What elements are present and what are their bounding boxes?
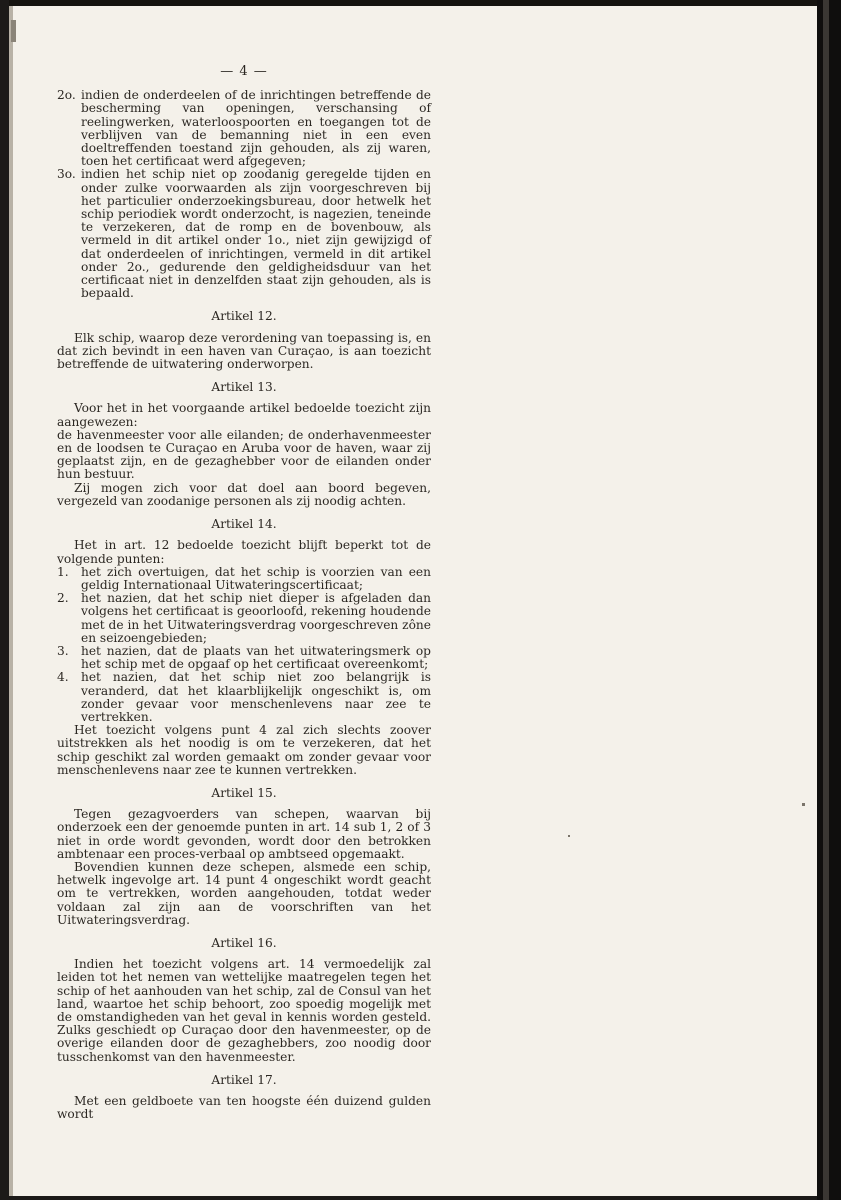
article-17-paragraph: Met een geldboete van ten hoogste één duizend gulden wordt	[57, 1094, 431, 1122]
article-13-heading: Artikel 13.	[211, 380, 277, 395]
article-15-paragraph: Bovendien kunnen deze schepen, alsmede een schip, hetwelk ingevolge art. 14 punt 4 ongeschikt wordt geacht om te vertrekken, worden aangehouden, totdat weder voldaan zal zijn aan de voorschriften van het Uitwateringsverdrag.	[57, 859, 431, 927]
page-speck	[802, 803, 805, 806]
item-number: 3o.	[57, 167, 76, 182]
article-15-heading: Artikel 15.	[211, 785, 277, 800]
article-16-paragraph: Indien het toezicht volgens art. 14 vermoedelijk zal leiden tot het nemen van wettelijke maatregelen tegen het schip of het aanhouden van het schip, zal de Consul van het land, waartoe het schip behoort, zoo spoedig mogelijk met de omstandigheden van het geval in kennis worden gesteld. Zulks geschiedt op Curaçao door den havenmeester, op de overige eilanden door de gezaghebbers, zoo noodig door tusschenkomst van den havenmeester.	[57, 957, 431, 1064]
book-spine	[817, 0, 841, 1200]
article-14-paragraph: Het toezicht volgens punt 4 zal zich slechts zoover uitstrekken als het noodig is om te verzekeren, dat het schip geschikt zal worden gemaakt om zonder gevaar voor menschenlevens naar zee te kunnen vertrekken.	[57, 723, 431, 777]
page-left-edge	[9, 6, 13, 1196]
list-item	[57, 566, 431, 592]
article-12-paragraph: Elk schip, waarop deze verordening van toepassing is, en dat zich bevindt in een haven van Curaçao, is aan toezicht betreffende de uitwatering onderworpen.	[57, 330, 431, 372]
spine-strip	[823, 0, 829, 1200]
page-content	[57, 65, 431, 1121]
page-speck	[568, 835, 570, 837]
list-item	[57, 168, 431, 300]
item-number: 1.	[57, 564, 69, 579]
item-number: 2o.	[57, 88, 76, 103]
article-12-heading: Artikel 12.	[211, 309, 277, 324]
item-number: 4.	[57, 670, 69, 685]
page-number: — 4 —	[220, 64, 268, 79]
item-text: het nazien, dat het schip niet zoo belangrijk is veranderd, dat het klaarblijkelijk ongeschikt is, om zonder gevaar voor menschenlevens naar zee te vertrekken.	[81, 670, 431, 724]
binding-mark	[11, 20, 16, 42]
list-item	[57, 592, 431, 645]
article-17-heading: Artikel 17.	[211, 1072, 277, 1087]
article-16-heading: Artikel 16.	[211, 935, 277, 950]
list-item	[57, 671, 431, 724]
article-14-paragraph: Het in art. 12 bedoelde toezicht blijft beperkt tot de volgende punten:	[57, 538, 431, 566]
article-13-paragraph: Zij mogen zich voor dat doel aan boord begeven, vergezeld van zoodanige personen als zij noodig achten.	[57, 480, 431, 508]
list-item	[57, 645, 431, 671]
item-number: 2.	[57, 591, 69, 606]
item-text: indien de onderdeelen of de inrichtingen betreffende de bescherming van openingen, verschansing of reelingwerken, waterloospoorten en toegangen tot de verblijven van de bemanning niet in een even doeltreffenden toestand zijn gehouden, als zij waren, toen het certificaat werd afgegeven;	[81, 88, 431, 169]
item-text: het zich overtuigen, dat het schip is voorzien van een geldig Internationaal Uitwateringscertificaat;	[81, 564, 431, 592]
article-13-paragraph: de havenmeester voor alle eilanden; de onderhavenmeester en de loodsen te Curaçao en Aruba voor de haven, waar zij geplaatst zijn, en de gezaghebber voor de eilanden onder hun bestuur.	[57, 427, 431, 482]
item-text: het nazien, dat de plaats van het uitwateringsmerk op het schip met de opgaaf op het certificaat overeenkomt;	[81, 643, 431, 672]
article-14-heading: Artikel 14.	[211, 517, 277, 532]
item-number: 3.	[57, 643, 69, 658]
article-13-paragraph: Voor het in het voorgaande artikel bedoelde toezicht zijn aangewezen:	[57, 401, 431, 429]
item-text: indien het schip niet op zoodanig geregelde tijden en onder zulke voorwaarden als zijn voorgeschreven bij het particulier onderzoekingsbureau, door hetwelk het schip periodiek wordt onderzocht, is nagezien, teneinde te verzekeren, dat de romp en de bovenbouw, als vermeld in dit artikel onder 1o., niet zijn gewijzigd of dat onderdeelen of inrichtingen, vermeld in dit artikel onder 2o., gedurende den geldigheidsduur van het certificaat niet in denzelfden staat zijn gehouden, als is bepaald.	[81, 167, 431, 301]
item-text: het nazien, dat het schip niet dieper is afgeladen dan volgens het certificaat is geoorloofd, rekening houdende met de in het Uitwateringsverdrag voorgeschreven zône en seizoengebieden;	[81, 591, 431, 645]
article-15-paragraph: Tegen gezagvoerders van schepen, waarvan bij onderzoek een der genoemde punten in art. 14 sub 1, 2 of 3 niet in orde wordt gevonden, wordt door den betrokken ambtenaar een proces-verbaal op ambtseed opgemaakt.	[57, 807, 431, 861]
list-item	[57, 89, 431, 168]
